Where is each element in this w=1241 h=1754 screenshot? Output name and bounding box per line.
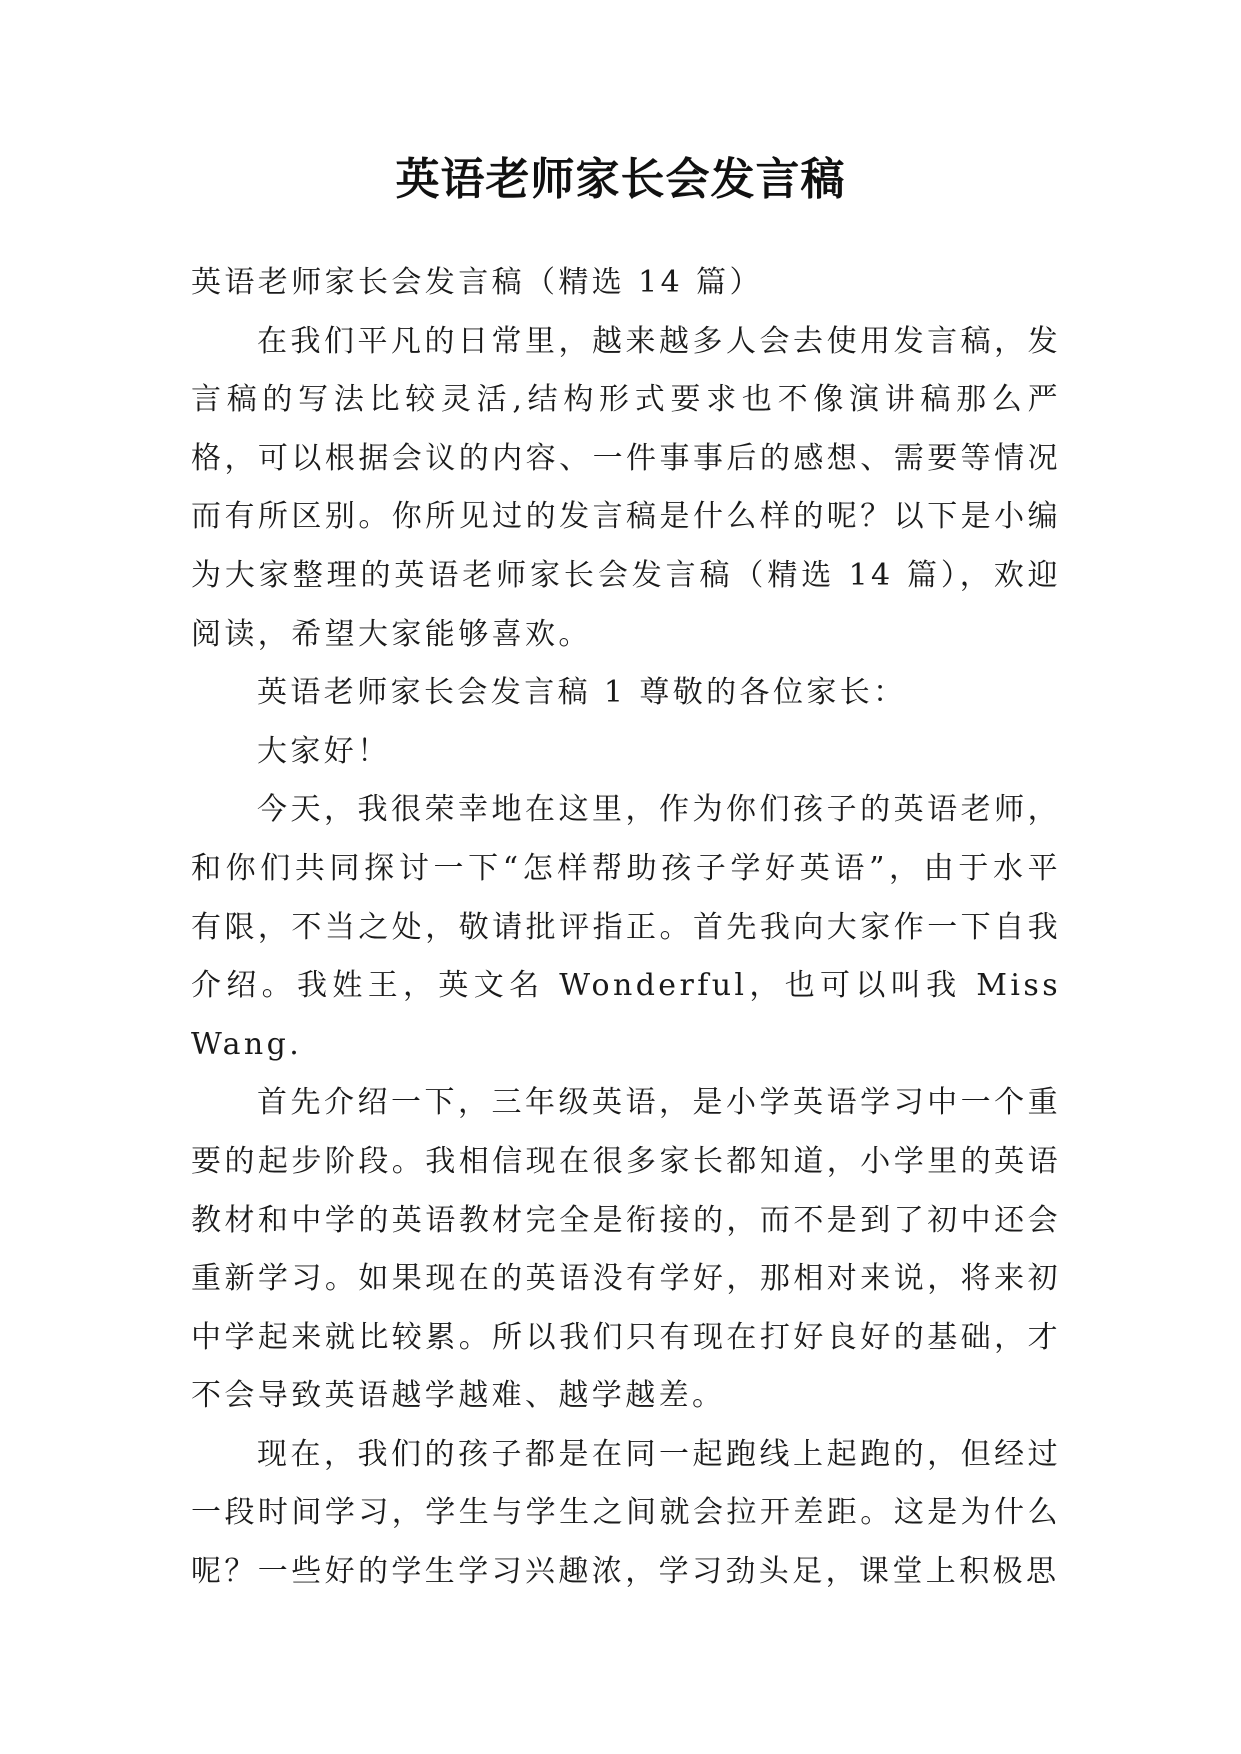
grade-three-english-paragraph: 首先介绍一下，三年级英语，是小学英语学习中一个重要的起步阶段。我相信现在很多家长都知道，小学里的英语教材和中学的英语教材完全是衔接的，而不是到了初中还会重新学习。如果现在的英语没有学好，那相对来说，将来初中学起来就比较累。所以我们只有现在打好良好的基础，才不会导致英语越学越难、越学越差。 [191,1085,1061,1414]
intro-paragraph: 在我们平凡的日常里，越来越多人会去使用发言稿，发言稿的写法比较灵活,结构形式要求也不像演讲稿那么严格，可以根据会议的内容、一件事事后的感想、需要等情况而有所区别。你所见过的发言稿是什么样的呢？以下是小编为大家整理的英语老师家长会发言稿（精选 14 篇），欢迎阅读，希望大家能够喜欢。 [191,323,1061,652]
subtitle-paragraph: 英语老师家长会发言稿（精选 14 篇） [191,265,763,300]
document-title: 英语老师家长会发言稿 [395,154,846,205]
self-introduction-paragraph: 今天，我很荣幸地在这里，作为你们孩子的英语老师，和你们共同探讨一下“怎样帮助孩子学好英语”，由于水平有限，不当之处，敬请批评指正。首先我向大家作一下自我介绍。我姓王，英文名 Wonderful，也可以叫我 Miss Wang. [191,792,1061,1062]
speech-heading-paragraph: 英语老师家长会发言稿 1 尊敬的各位家长： [257,675,907,711]
document-body [191,254,1061,1602]
greeting-paragraph: 大家好！ [257,733,391,769]
starting-line-paragraph: 现在，我们的孩子都是在同一起跑线上起跑的，但经过一段时间学习，学生与学生之间就会拉开差距。这是为什么呢？一些好的学生学习兴趣浓，学习劲头足，课堂上积极思 [191,1436,1061,1590]
